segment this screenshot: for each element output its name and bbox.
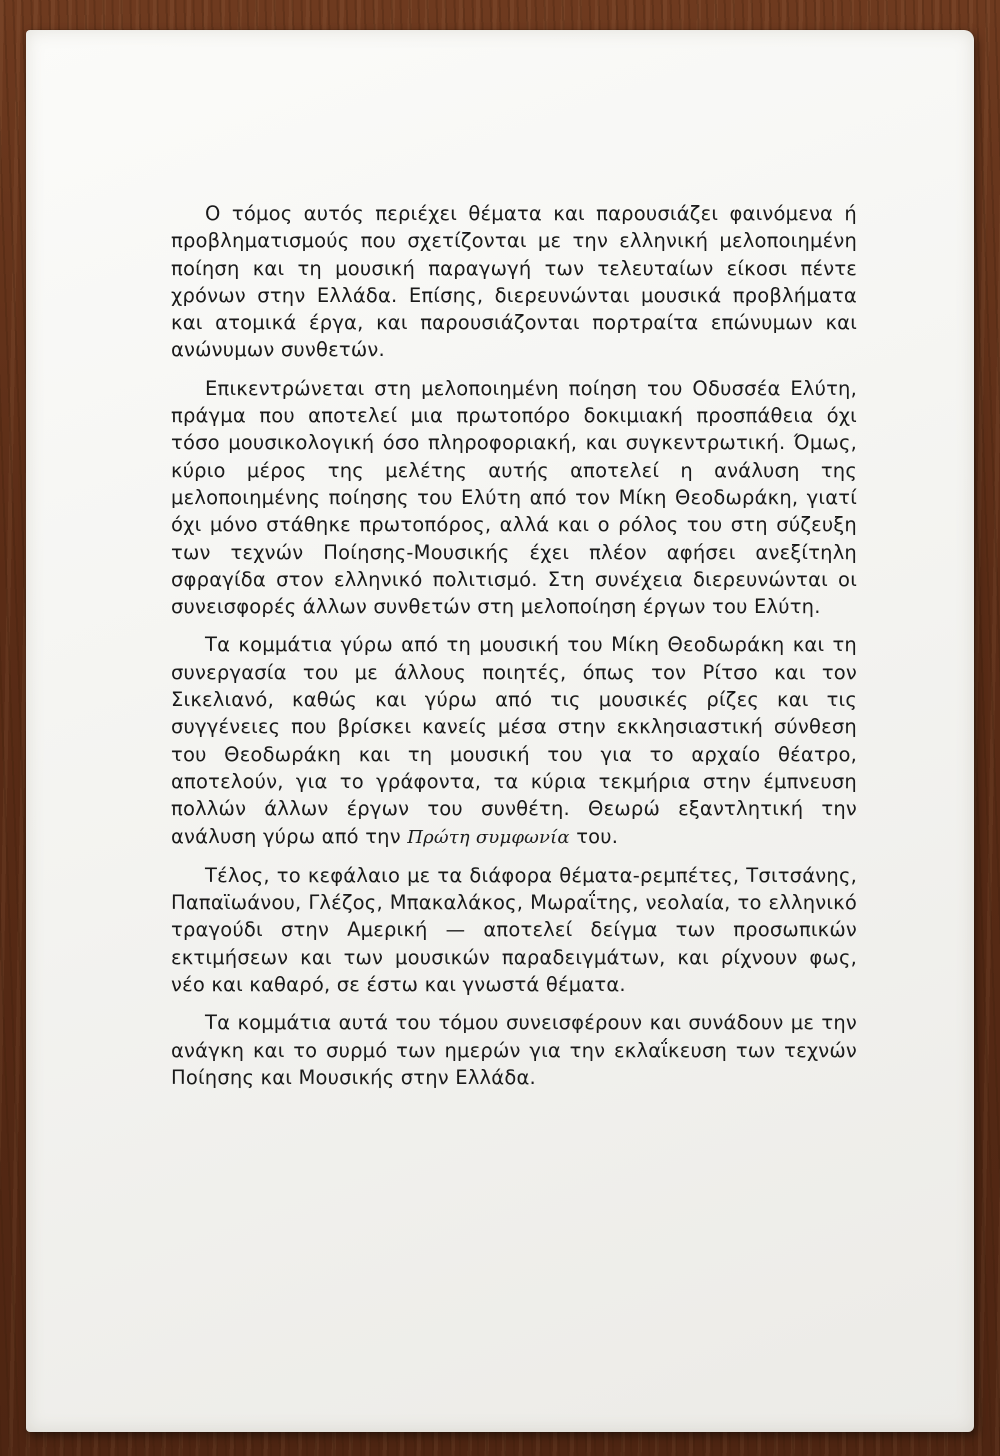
blurb-paragraph-5: Τα κομμάτια αυτά του τόμου συνεισφέρουν και συνάδουν με την ανάγκη και το συρμό των ημερών για την εκλαΐκευση των τεχνών Ποίησης και Μουσικής στην Ελλάδα. bbox=[171, 1011, 857, 1089]
blurb-paragraph-3-end: του. bbox=[576, 824, 619, 848]
blurb-paragraph-2: Επικεντρώνεται στη μελοποιημένη ποίηση του Οδυσσέα Ελύτη, πράγμα που αποτελεί μια πρωτοπόρο δοκιμιακή προσπάθεια όχι τόσο μουσικολογική όσο πληροφοριακή, και συγκεντρωτική. Όμως, κύριο μέρος της μελέτης αυτής αποτελεί η ανάλυση της μελοποιημένης ποίησης του Ελύτη από τον Μίκη Θεοδωράκη, γιατί όχι μόνο στάθηκε πρωτοπόρος, αλλά και ο ρόλος του στη σύζευξη των τεχνών Ποίησης-Μουσικής έχει πλέον αφήσει ανεξίτηλη σφραγίδα στον ελληνικό πολιτισμό. Στη συνέχεια διερευνώνται οι συνεισφορές άλλων συνθετών στη μελοποίηση έργων του Ελύτη. bbox=[171, 376, 857, 619]
blurb-paragraph-1: Ο τόμος αυτός περιέχει θέματα και παρουσιάζει φαινόμενα ή προβληματισμούς που σχετίζονται με την ελληνική μελοποιημένη ποίηση και τη μουσική παραγωγή των τελευταίων είκοσι πέντε χρόνων στην Ελλάδα. Επίσης, διερευνώνται μουσικά προβλήματα και ατομικά έργα, και παρουσιάζονται πορτραίτα επώνυμων και ανώνυμων συνθετών. bbox=[171, 202, 857, 362]
blurb-paragraph-4: Τέλος, το κεφάλαιο με τα διάφορα θέματα-ρεμπέτες, Τσιτσάνης, Παπαϊωάνου, Γλέζος, Μπακαλάκος, Μωραΐτης, νεολαία, το ελληνικό τραγούδι στην Αμερική — αποτελεί δείγμα των προσωπικών εκτιμήσεων και των μουσικών παραδειγμάτων, και ρίχνουν φως, νέο και καθαρό, σε έστω και γνωστά θέματα. bbox=[171, 863, 857, 997]
book-back-cover bbox=[26, 30, 974, 1432]
first-symphony-title: Πρώτη συμφωνία bbox=[407, 826, 570, 848]
blurb-paragraph-3 bbox=[171, 631, 857, 850]
back-cover-blurb bbox=[171, 200, 857, 1091]
blurb-paragraph-3-text: Τα κομμάτια γύρω από τη μουσική του Μίκη Θεοδωράκη και τη συνεργασία του με άλλους ποιητές, όπως τον Ρίτσο και τον Σικελιανό, καθώς και γύρω από τις μουσικές ρίζες και τις συγγένειες που βρίσκει κανείς μέσα στην εκκλησιαστική σύνθεση του Θεοδωράκη και τη μουσική του για το αρχαίο θέατρο, αποτελούν, για το γράφοντα, τα κύρια τεκμήρια στην έμπνευση πολλών άλλων έργων του συνθέτη. Θεωρώ εξαντλητική την ανάλυση γύρω από την bbox=[171, 633, 857, 848]
